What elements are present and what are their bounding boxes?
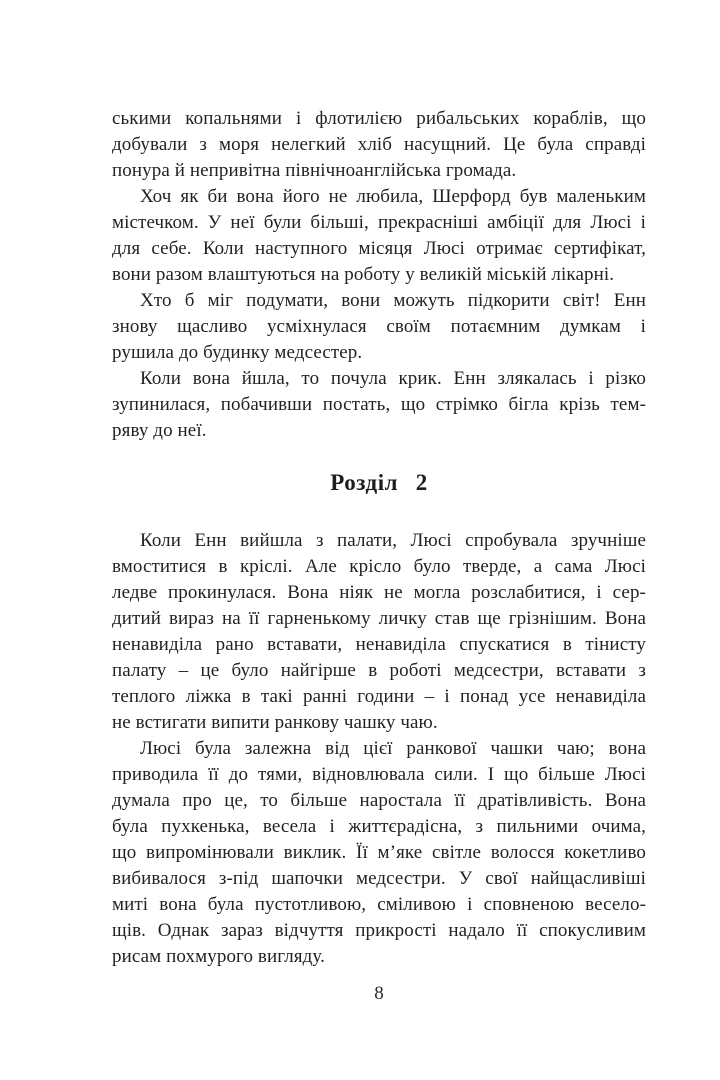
- text-line: що випромінювали виклик. Її м’яке світле волосся кокетливо: [112, 842, 646, 863]
- text-line: не встигати випити ранкову чашку чаю.: [112, 712, 438, 733]
- text-line: дитий вираз на її гарненькому личку став ще грізнішим. Вона: [112, 608, 646, 629]
- text-line: зупинилася, побачивши постать, що стрімко бігла крізь тем-: [112, 394, 646, 415]
- text-line: ряву до неї.: [112, 420, 207, 441]
- text-line: була пухкенька, весела і життєрадісна, з пильними очима,: [112, 816, 646, 837]
- text-line: рушила до будинку медсестер.: [112, 342, 363, 363]
- page-number: 8: [374, 983, 384, 1004]
- chapter-heading: Розділ 2: [330, 470, 428, 495]
- paragraphs-before-heading: [112, 106, 646, 444]
- text-line: ненавиділа рано вставати, ненавиділа спускатися в тінисту: [112, 634, 646, 655]
- text-line: приводила її до тями, відновлювала сили. І що більше Люсі: [112, 764, 646, 785]
- text-line: Коли Енн вийшла з палати, Люсі спробувала зручніше: [140, 530, 646, 551]
- paragraph: [112, 736, 646, 970]
- paragraph: [112, 184, 646, 288]
- paragraph: [112, 288, 646, 366]
- text-line: щів. Однак зараз відчуття прикрості надало її спокусливим: [112, 920, 646, 941]
- text-line: Хто б міг подумати, вони можуть підкорити світ! Енн: [140, 290, 646, 311]
- text-line: Хоч як би вона його не любила, Шерфорд був маленьким: [140, 186, 646, 207]
- text-line: знову щасливо усміхнулася своїм потаємним думкам і: [112, 316, 646, 337]
- text-line: вибивалося з-під шапочки медсестри. У свої найщасливіші: [112, 868, 646, 889]
- paragraph: [112, 366, 646, 444]
- text-line: теплого ліжка в такі ранні години – і понад усе ненавиділа: [112, 686, 646, 707]
- text-line: палату – це було найгірше в роботі медсестри, вставати з: [112, 660, 646, 681]
- text-line: миті вона була пустотливою, сміливою і сповненою весело-: [112, 894, 646, 915]
- text-line: Коли вона йшла, то почула крик. Енн злякалась і різко: [140, 368, 646, 389]
- text-line: містечком. У неї були більші, прекрасніші амбіції для Люсі і: [112, 212, 646, 233]
- text-line: вони разом влаштуються на роботу у великій міській лікарні.: [112, 264, 615, 285]
- text-line: понура й непривітна північноанглійська громада.: [112, 160, 517, 181]
- text-line: вмоститися в кріслі. Але крісло було тверде, а сама Люсі: [112, 556, 646, 577]
- paragraph: [112, 528, 646, 736]
- paragraph: [112, 106, 646, 184]
- text-block: [112, 106, 646, 970]
- text-line: думала про це, то більше наростала її дратівливість. Вона: [112, 790, 646, 811]
- text-line: для себе. Коли наступного місяця Люсі отримає сертифікат,: [112, 238, 646, 259]
- text-line: ледве прокинулася. Вона ніяк не могла розслабитися, і сер-: [112, 582, 646, 603]
- paragraphs-after-heading: [112, 528, 646, 970]
- text-line: Люсі була залежна від цієї ранкової чашки чаю; вона: [140, 738, 646, 759]
- text-line: рисам похмурого вигляду.: [112, 946, 325, 967]
- text-line: ськими копальнями і флотилією рибальських кораблів, що: [112, 108, 646, 129]
- text-line: добували з моря нелегкий хліб насущний. Це була справді: [112, 134, 646, 155]
